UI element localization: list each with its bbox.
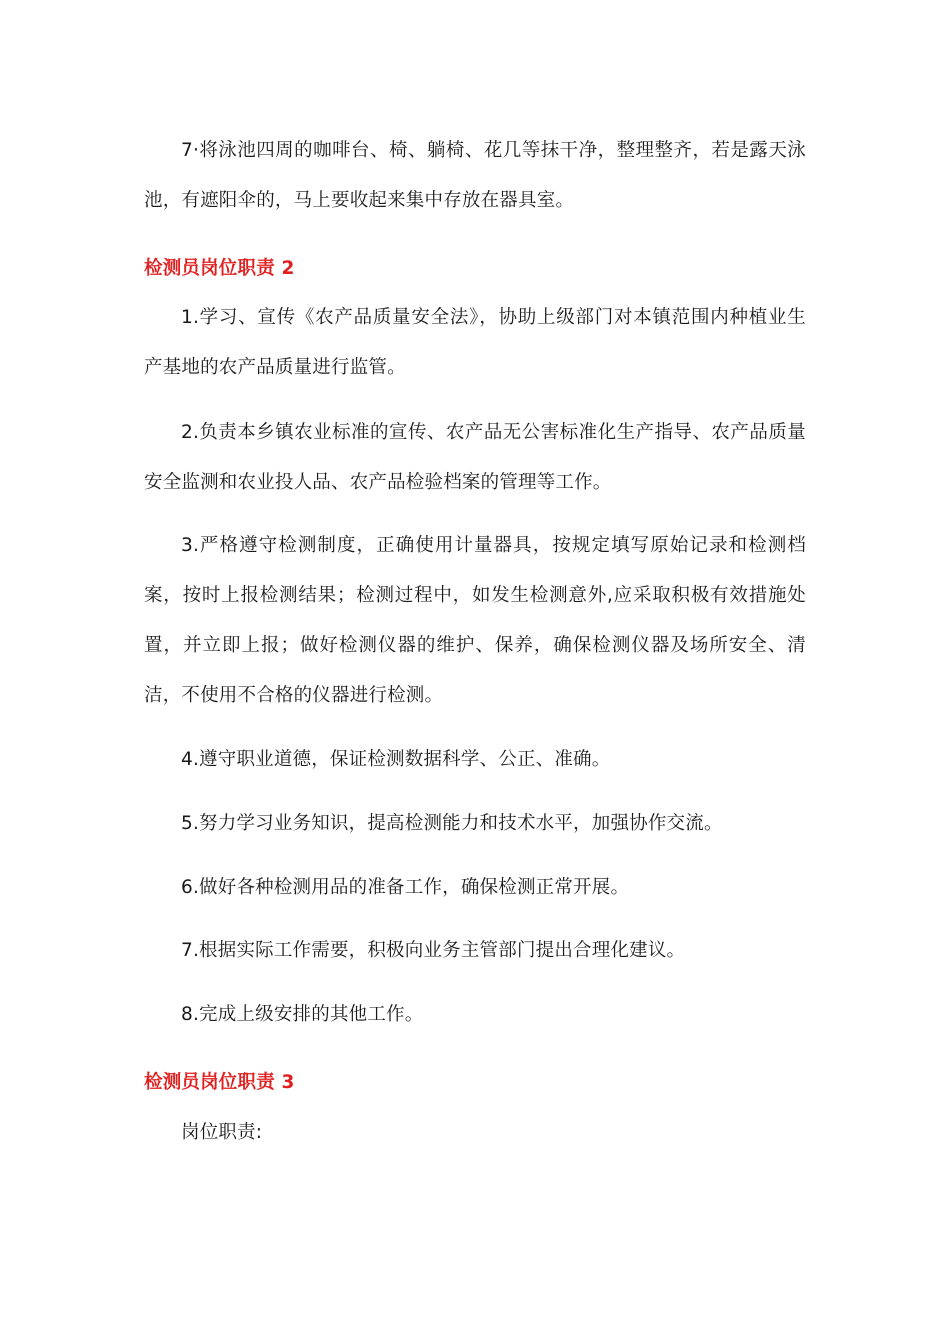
- paragraph-duty-1: 1.学习、宣传《农产品质量安全法》，协助上级部门对本镇范围内种植业生产基地的农产品质量进行监管。: [144, 307, 806, 378]
- section-heading-2: 检测员岗位职责 2: [144, 258, 295, 279]
- paragraph-duty-7: 7.根据实际工作需要，积极向业务主管部门提出合理化建议。: [181, 940, 686, 961]
- paragraph-duty-4: 4.遵守职业道德，保证检测数据科学、公正、准确。: [181, 749, 611, 770]
- paragraph-duty-2: 2.负责本乡镇农业标准的宣传、农产品无公害标准化生产指导、农产品质量安全监测和农业投人品、农产品检验档案的管理等工作。: [144, 422, 806, 493]
- paragraph-duties-label: 岗位职责:: [181, 1122, 263, 1143]
- section-heading-3: 检测员岗位职责 3: [144, 1072, 295, 1093]
- paragraph-duty-6: 6.做好各种检测用品的准备工作，确保检测正常开展。: [181, 877, 630, 898]
- paragraph-duty-3: 3.严格遵守检测制度，正确使用计量器具，按规定填写原始记录和检测档案，按时上报检测结果；检测过程中，如发生检测意外,应采取积极有效措施处置，并立即上报；做好检测仪器的维护、保养，确保检测仪器及场所安全、清洁，不使用不合格的仪器进行检测。: [144, 535, 806, 706]
- paragraph-duty-8: 8.完成上级安排的其他工作。: [181, 1004, 424, 1025]
- paragraph-pool-cleanup: 7·将泳池四周的咖啡台、椅、躺椅、花几等抹干净，整理整齐，若是露天泳池，有遮阳伞的，马上要收起来集中存放在器具室。: [144, 140, 806, 211]
- paragraph-duty-5: 5.努力学习业务知识，提高检测能力和技术水平，加强协作交流。: [181, 813, 723, 834]
